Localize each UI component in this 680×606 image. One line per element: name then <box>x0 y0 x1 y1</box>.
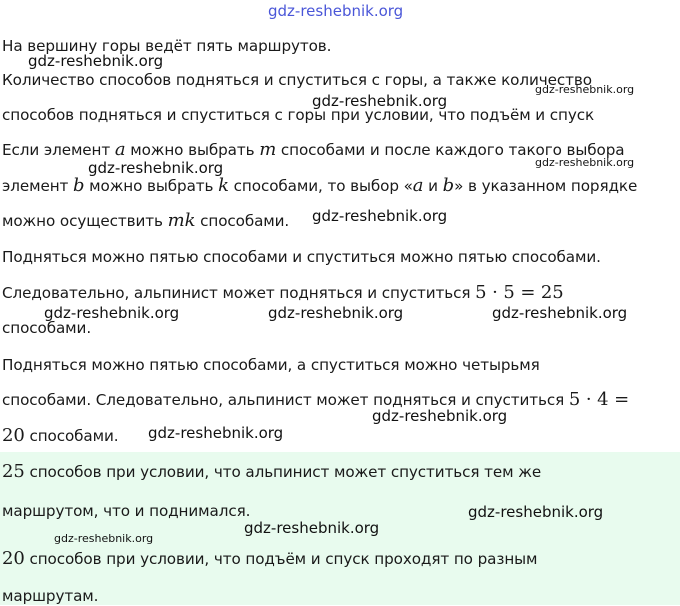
text-line-5 <box>2 176 637 196</box>
watermark: gdz-reshebnik.org <box>372 407 508 425</box>
watermark: gdz-reshebnik.org <box>88 159 224 177</box>
text-line-11 <box>2 390 629 410</box>
math-number: 20 <box>2 425 25 446</box>
text-line-2: Количество способов подняться и спуститься с горы, а также количество <box>2 71 592 89</box>
answer-line-3 <box>2 549 537 569</box>
text-segment: можно выбрать <box>84 177 219 195</box>
text-segment: способами, то выбор « <box>228 177 413 195</box>
text-line-7: Подняться можно пятью способами и спуститься можно пятью способами. <box>2 248 601 266</box>
text-segment: способами. <box>24 427 119 445</box>
text-line-12 <box>2 426 119 446</box>
answer-line-1 <box>2 462 541 482</box>
math-expression: 5 · 4 = <box>568 389 630 410</box>
watermark: gdz-reshebnik.org <box>312 207 448 225</box>
watermark: gdz-reshebnik.org <box>468 503 604 521</box>
text-segment: способов при условии, что подъём и спуск проходят по разным <box>24 550 538 568</box>
watermark: gdz-reshebnik.org <box>54 532 154 545</box>
text-segment: можно осуществить <box>2 212 168 230</box>
text-line-1: На вершину горы ведёт пять маршрутов. <box>2 37 332 55</box>
text-segment: и <box>423 177 443 195</box>
watermark: gdz-reshebnik.org <box>535 83 635 96</box>
text-segment: элемент <box>2 177 73 195</box>
text-segment: Следовательно, альпинист может подняться и спуститься <box>2 284 476 302</box>
watermark: gdz-reshebnik.org <box>28 52 164 70</box>
watermark: gdz-reshebnik.org <box>44 304 180 322</box>
math-number: 25 <box>2 461 25 482</box>
text-line-10: Подняться можно пятью способами, а спуститься можно четырьмя <box>2 356 540 374</box>
watermark: gdz-reshebnik.org <box>268 304 404 322</box>
watermark: gdz-reshebnik.org <box>244 519 380 537</box>
text-segment: можно выбрать <box>125 141 260 159</box>
answer-line-2: маршрутом, что и поднимался. <box>2 502 251 520</box>
math-var-mk: mk <box>167 210 196 231</box>
text-line-6 <box>2 211 289 231</box>
watermark: gdz-reshebnik.org <box>535 156 635 169</box>
text-segment: » в указанном порядке <box>454 177 638 195</box>
math-var-b: b <box>442 175 455 196</box>
watermark: gdz-reshebnik.org <box>492 304 628 322</box>
text-segment: способов при условии, что альпинист может спуститься тем же <box>24 463 542 481</box>
text-segment: способами. <box>195 212 290 230</box>
math-var-k: k <box>218 175 229 196</box>
text-line-8 <box>2 283 564 303</box>
text-segment: способами и после каждого такого выбора <box>276 141 625 159</box>
text-line-3: способов подняться и спуститься с горы при условии, что подъём и спуск <box>2 106 595 124</box>
text-line-4 <box>2 140 625 160</box>
math-var-b: b <box>73 175 85 196</box>
watermark: gdz-reshebnik.org <box>312 92 448 110</box>
math-expression: 5 · 5 = 25 <box>475 282 564 303</box>
text-segment: Если элемент <box>2 141 115 159</box>
text-line-9: способами. <box>2 319 92 337</box>
text-segment: способами. Следовательно, альпинист может подняться и спуститься <box>2 391 569 409</box>
math-var-m: m <box>259 139 277 160</box>
watermark: gdz-reshebnik.org <box>148 424 284 442</box>
answer-line-4: маршрутам. <box>2 587 99 605</box>
math-var-a: a <box>412 175 424 196</box>
watermark: gdz-reshebnik.org <box>268 2 404 20</box>
math-var-a: a <box>114 139 126 160</box>
math-number: 20 <box>2 548 25 569</box>
